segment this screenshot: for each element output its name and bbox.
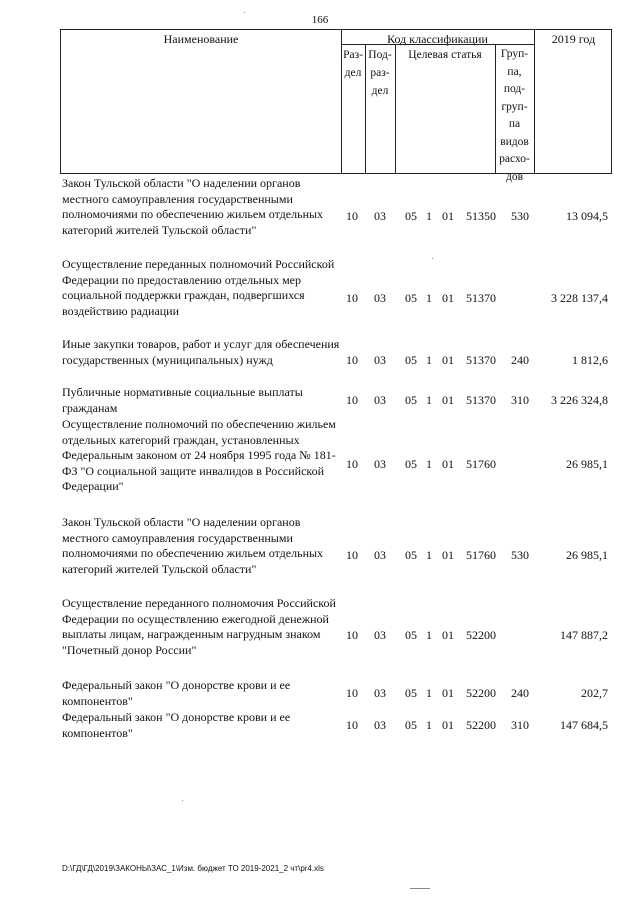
row-expense-type: 530 (511, 548, 529, 562)
row-target-subprogram: 1 (426, 209, 432, 223)
row-amount: 26 985,1 (566, 457, 608, 471)
row-target-event: 01 (442, 209, 454, 223)
header-year: 2019 год (551, 32, 596, 46)
row-target-direction: 51350 (466, 209, 496, 223)
row-razdel: 10 (346, 628, 358, 642)
row-name: Федеральный закон "О донорстве крови и ее компонентов" (62, 710, 291, 740)
row-razdel: 10 (346, 291, 358, 305)
row-target-program: 05 (405, 628, 417, 642)
row-target-program: 05 (405, 209, 417, 223)
header-group: Груп- па, под- груп- па видов расхо- дов (499, 48, 530, 183)
header-razdel: Раз- дел (343, 49, 363, 79)
row-podrazdel: 03 (374, 628, 386, 642)
row-target-event: 01 (442, 686, 454, 700)
row-target-subprogram: 1 (426, 353, 432, 367)
row-target-direction: 52200 (466, 686, 496, 700)
row-target-direction: 51760 (466, 548, 496, 562)
header-name: Наименование (163, 32, 239, 46)
row-target-direction: 51370 (466, 353, 496, 367)
row-amount: 3 228 137,4 (551, 291, 608, 305)
page-number: 166 (311, 14, 329, 26)
row-target-event: 01 (442, 353, 454, 367)
row-expense-type: 530 (511, 209, 529, 223)
row-target-direction: 52200 (466, 628, 496, 642)
row-name: Осуществление переданных полномочий Российской Федерации по предоставлению отдельных мер социальной поддержки граждан, подвергшихся воздействию радиации (62, 257, 335, 318)
row-razdel: 10 (346, 548, 358, 562)
row-expense-type: 310 (511, 393, 529, 407)
row-razdel: 10 (346, 686, 358, 700)
row-amount: 202,7 (581, 686, 608, 700)
row-razdel: 10 (346, 353, 358, 367)
row-target-program: 05 (405, 353, 417, 367)
row-name: Федеральный закон "О донорстве крови и ее компонентов" (62, 678, 291, 708)
row-target-direction: 51370 (466, 393, 496, 407)
row-podrazdel: 03 (374, 457, 386, 471)
row-target-event: 01 (442, 628, 454, 642)
row-target-subprogram: 1 (426, 686, 432, 700)
row-expense-type: 240 (511, 686, 529, 700)
row-target-direction: 51760 (466, 457, 496, 471)
row-target-event: 01 (442, 548, 454, 562)
row-target-program: 05 (405, 457, 417, 471)
row-target-subprogram: 1 (426, 291, 432, 305)
row-razdel: 10 (346, 457, 358, 471)
row-podrazdel: 03 (374, 393, 386, 407)
header-podrazdel: Под- раз- дел (368, 49, 392, 97)
row-amount: 1 812,6 (572, 353, 608, 367)
row-target-subprogram: 1 (426, 393, 432, 407)
row-target-subprogram: 1 (426, 628, 432, 642)
row-amount: 13 094,5 (566, 209, 608, 223)
row-target-program: 05 (405, 718, 417, 732)
row-name: Иные закупки товаров, работ и услуг для обеспечения государственных (муниципальных) нужд (62, 337, 340, 367)
row-podrazdel: 03 (374, 686, 386, 700)
row-target-event: 01 (442, 457, 454, 471)
row-name: Публичные нормативные социальные выплаты гражданам (62, 385, 303, 415)
row-target-event: 01 (442, 393, 454, 407)
row-amount: 147 887,2 (560, 628, 608, 642)
row-amount: 26 985,1 (566, 548, 608, 562)
row-name: Осуществление полномочий по обеспечению жильем отдельных категорий граждан, установленных Федеральным законом от 24 ноября 1995 года № 181-ФЗ "О социальной защите инвалидов в Российской Федерации" (62, 417, 336, 493)
row-podrazdel: 03 (374, 353, 386, 367)
row-target-program: 05 (405, 393, 417, 407)
row-podrazdel: 03 (374, 291, 386, 305)
row-target-program: 05 (405, 548, 417, 562)
row-razdel: 10 (346, 393, 358, 407)
row-name: Закон Тульской области "О наделении органов местного самоуправления государственными полномочиями по обеспечению жильем отдельных категорий жителей Тульской области" (62, 515, 324, 576)
row-razdel: 10 (346, 718, 358, 732)
row-target-event: 01 (442, 291, 454, 305)
file-path: D:\ГД\ГД\2019\ЗАКОНЫ\ЗАС_1\Изм. бюджет ТО 2019-2021_2 чт\pr4.xls (62, 864, 324, 873)
row-target-event: 01 (442, 718, 454, 732)
row-podrazdel: 03 (374, 209, 386, 223)
table-header (60, 29, 612, 183)
row-expense-type: 240 (511, 353, 529, 367)
row-target-subprogram: 1 (426, 548, 432, 562)
row-name: Осуществление переданного полномочия Российской Федерации по осуществлению ежегодной денежной выплаты лицам, награжденным нагрудным знаком "Почетный донор России" (62, 596, 336, 657)
row-expense-type: 310 (511, 718, 529, 732)
row-podrazdel: 03 (374, 718, 386, 732)
row-amount: 3 226 324,8 (551, 393, 608, 407)
header-classification: Код классификации (387, 32, 488, 46)
row-target-subprogram: 1 (426, 718, 432, 732)
row-target-program: 05 (405, 291, 417, 305)
row-razdel: 10 (346, 209, 358, 223)
row-name: Закон Тульской области "О наделении органов местного самоуправления государственными полномочиями по обеспечению жильем отдельных категорий жителей Тульской области" (62, 176, 324, 237)
header-target: Целевая статья (408, 49, 482, 61)
row-amount: 147 684,5 (560, 718, 608, 732)
row-target-direction: 51370 (466, 291, 496, 305)
row-target-subprogram: 1 (426, 457, 432, 471)
row-target-program: 05 (405, 686, 417, 700)
row-podrazdel: 03 (374, 548, 386, 562)
row-target-direction: 52200 (466, 718, 496, 732)
